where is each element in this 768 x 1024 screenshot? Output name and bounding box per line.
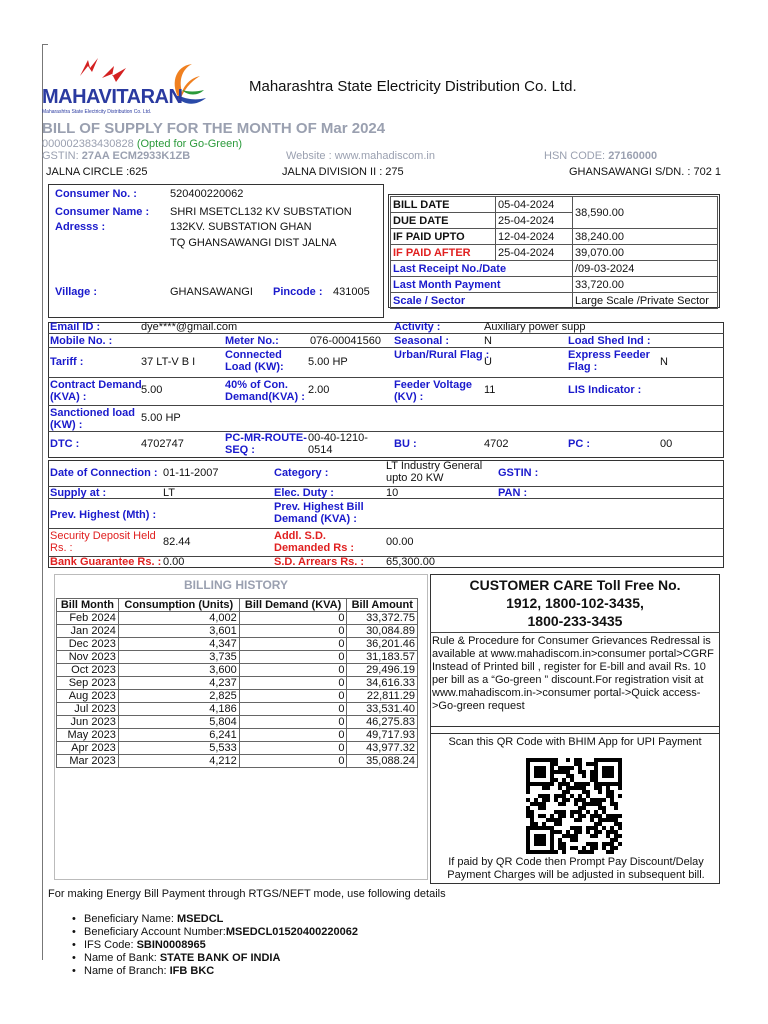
contract: 5.00 [141, 384, 163, 396]
activity: Auxiliary power supp [484, 321, 586, 333]
last-receipt-label: Last Receipt No./Date [391, 261, 573, 277]
scale-label: Scale / Sector [391, 293, 573, 309]
bill-amount: 29,496.19 [347, 664, 418, 677]
upi-qr-code[interactable] [526, 758, 622, 854]
seasonal: N [484, 335, 492, 347]
pan-label: PAN : [498, 487, 528, 499]
subdivision: GHANSAWANGI S/DN. : 702 1 [569, 166, 722, 178]
pincode-label: Pincode : [273, 286, 323, 298]
last-receipt: /09-03-2024 [573, 261, 718, 277]
last-payment: 33,720.00 [573, 277, 718, 293]
care-title-line1: CUSTOMER CARE Toll Free No. [469, 577, 681, 593]
consumer-name-label: Consumer Name : [55, 206, 150, 218]
consumption: 3,601 [118, 625, 239, 638]
mahavitaran-logo [42, 56, 212, 120]
paid-after-amount: 39,070.00 [573, 245, 718, 261]
logo-text: MAHAVITARAN [42, 86, 183, 108]
bill-amount: 43,977.32 [347, 742, 418, 755]
list-item [66, 926, 358, 939]
feeder: 11 [484, 384, 496, 396]
bill-month: May 2023 [57, 729, 119, 742]
consumption: 6,241 [118, 729, 239, 742]
consumption: 2,825 [118, 690, 239, 703]
express-label: Express Feeder Flag : [568, 349, 650, 373]
table-row [57, 703, 418, 716]
dtc: 4702747 [141, 438, 184, 450]
branch-name: IFB BKC [169, 965, 215, 977]
supply-label: Supply at : [50, 487, 107, 499]
bill-month: Dec 2023 [57, 638, 119, 651]
division: JALNA DIVISION II : 275 [282, 166, 404, 178]
address-line1: 132KV. SUBSTATION GHAN [170, 221, 312, 233]
consumption: 4,212 [118, 755, 239, 768]
bill-month: Feb 2024 [57, 612, 119, 625]
pct: 2.00 [308, 384, 330, 396]
table-row [57, 755, 418, 768]
feeder-label: Feeder Voltage (KV) : [394, 379, 473, 403]
list-item [66, 913, 358, 926]
bill-date: 05-04-2024 [496, 197, 573, 213]
item-label: Beneficiary Name: [84, 913, 177, 925]
bill-month: Nov 2023 [57, 651, 119, 664]
hsn-line [544, 150, 657, 162]
item-label: Beneficiary Account Number: [84, 926, 226, 938]
consumer-no: 520400220062 [170, 188, 244, 200]
express: N [660, 356, 668, 368]
col-bill-amount: Bill Amount [347, 599, 418, 612]
bill-amount: 31,183.57 [347, 651, 418, 664]
contract-label: Contract Demand (KVA) : [50, 379, 142, 403]
consumption: 5,533 [118, 742, 239, 755]
bu: 4702 [484, 438, 509, 450]
row-divider [48, 405, 724, 406]
qr-note: If paid by QR Code then Prompt Pay Discount/Delay Payment Charges will be adjusted in subsequent bill. [447, 856, 705, 881]
dtc-label: DTC : [50, 438, 80, 450]
bill-month: Apr 2023 [57, 742, 119, 755]
bill-amount: 38,590.00 [573, 197, 718, 229]
address-label: Adresss : [55, 221, 106, 233]
seasonal-label: Seasonal : [394, 335, 450, 347]
gstin-value: 27AA ECM2933K1ZB [81, 150, 191, 162]
table-row [57, 612, 418, 625]
activity-label: Activity : [394, 321, 441, 333]
sanction: 5.00 HP [141, 412, 181, 424]
bill-date-label: BILL DATE [391, 197, 496, 213]
lis-label: LIS Indicator : [568, 384, 642, 396]
bill-month: Oct 2023 [57, 664, 119, 677]
pcmr: 00-40-1210-0514 [308, 432, 368, 456]
care-divider [430, 632, 720, 633]
gstin-field-label: GSTIN : [498, 467, 539, 479]
pincode: 431005 [333, 286, 370, 298]
sd: 82.44 [163, 536, 191, 548]
duty-label: Elec. Duty : [274, 487, 334, 499]
customer-care-title [430, 576, 720, 630]
village-label: Village : [55, 286, 97, 298]
table-row [57, 638, 418, 651]
bill-month: Sep 2023 [57, 677, 119, 690]
table-row [57, 677, 418, 690]
prev-bill-label: Prev. Highest Bill Demand (KVA) : [274, 501, 364, 525]
due-date: 25-04-2024 [496, 213, 573, 229]
pct-label: 40% of Con. Demand(KVA) : [225, 379, 305, 403]
list-item [66, 939, 358, 952]
table-row [57, 690, 418, 703]
paid-upto-date: 12-04-2024 [496, 229, 573, 245]
bill-demand: 0 [239, 651, 347, 664]
bg: 0.00 [163, 556, 185, 568]
item-label: IFS Code: [84, 939, 137, 951]
care-title-line2: 1912, 1800-102-3435, [506, 595, 644, 611]
bill-month: Jun 2023 [57, 716, 119, 729]
bg-label: Bank Guarantee Rs. : [50, 556, 162, 568]
bill-demand: 0 [239, 690, 347, 703]
tariff: 37 LT-V B I [141, 356, 196, 368]
consumer-no-label: Consumer No. : [55, 188, 137, 200]
pc-label: PC : [568, 438, 590, 450]
pc: 00 [660, 438, 673, 450]
payment-intro: For making Energy Bill Payment through RTGS/NEFT mode, use following details [48, 888, 446, 900]
urban: U [484, 356, 492, 368]
paid-upto-amount: 38,240.00 [573, 229, 718, 245]
bill-amount: 30,084.89 [347, 625, 418, 638]
bill-amount: 33,531.40 [347, 703, 418, 716]
bill-demand: 0 [239, 755, 347, 768]
connload-label: Connected Load (KW): [225, 349, 284, 373]
bu-label: BU : [394, 438, 417, 450]
list-item [66, 952, 358, 965]
qr-code-icon [526, 758, 622, 854]
paid-upto-label: IF PAID UPTO [391, 229, 496, 245]
bill-demand: 0 [239, 729, 347, 742]
history-header-row [57, 599, 418, 612]
col-consumption: Consumption (Units) [118, 599, 239, 612]
bill-demand: 0 [239, 612, 347, 625]
bill-demand: 0 [239, 703, 347, 716]
bill-amount: 46,275.83 [347, 716, 418, 729]
care-title-line3: 1800-233-3435 [527, 613, 623, 629]
circle: JALNA CIRCLE :625 [46, 166, 148, 178]
village: GHANSAWANGI [170, 286, 253, 298]
sd-label: Security Deposit Held Rs. : [50, 530, 156, 554]
scale: Large Scale /Private Sector [573, 293, 718, 309]
consumption: 4,186 [118, 703, 239, 716]
gstin-label: GSTIN: [42, 150, 79, 162]
loadshed-label: Load Shed Ind : [568, 335, 651, 347]
company-name: Maharashtra State Electricity Distribution Co. Ltd. [249, 78, 577, 95]
hsn-label: HSN CODE: [544, 150, 606, 162]
qr-title: Scan this QR Code with BHIM App for UPI Payment [448, 736, 702, 748]
bill-demand: 0 [239, 742, 347, 755]
paid-after-label: IF PAID AFTER [391, 245, 496, 261]
dates-table [390, 196, 718, 309]
consumption: 4,347 [118, 638, 239, 651]
row-divider [48, 333, 724, 334]
care-text: Rule & Procedure for Consumer Grievances Redressal is available at www.mahadiscom.in>consumer portal>CGRF Instead of Printed bill , register for E-bill and avail Rs. 10 per bill as a “Go-green ” discount.For registration visit at www.mahadiscom.in->consumer portal->Quick access->Go-green request [432, 635, 714, 712]
bill-demand: 0 [239, 716, 347, 729]
page-left-border [42, 44, 43, 960]
urban-label: Urban/Rural Flag : [394, 349, 490, 361]
bank-name: STATE BANK OF INDIA [159, 952, 281, 964]
col-bill-month: Bill Month [57, 599, 119, 612]
bill-month: Jan 2024 [57, 625, 119, 638]
category-label: Category : [274, 467, 329, 479]
beneficiary-name: MSEDCL [176, 913, 224, 925]
bill-number-line [42, 138, 242, 150]
consumption: 4,237 [118, 677, 239, 690]
row-divider [48, 528, 724, 529]
prev-high-label: Prev. Highest (Mth) : [50, 509, 157, 521]
paid-after-date: 25-04-2024 [496, 245, 573, 261]
hsn-value: 27160000 [608, 150, 658, 162]
last-payment-label: Last Month Payment [391, 277, 573, 293]
consumption: 3,735 [118, 651, 239, 664]
pcmr-label: PC-MR-ROUTE-SEQ : [225, 432, 307, 456]
billing-history-title: BILLING HISTORY [184, 578, 289, 592]
mobile-label: Mobile No. : [50, 335, 113, 347]
due-date-label: DUE DATE [391, 213, 496, 229]
arrears: 65,300.00 [386, 556, 435, 568]
table-row [57, 729, 418, 742]
bill-month: Jul 2023 [57, 703, 119, 716]
arrears-label: S.D. Arrears Rs. : [274, 556, 365, 568]
conn-date-label: Date of Connection : [50, 467, 158, 479]
conn-date: 01-11-2007 [163, 467, 219, 479]
consumer-name: SHRI MSETCL132 KV SUBSTATION [170, 206, 352, 218]
supply: LT [163, 487, 176, 499]
gstin-line [42, 150, 190, 162]
account-number: MSEDCL01520400220062 [225, 926, 358, 938]
row-divider [48, 431, 724, 432]
bill-demand: 0 [239, 638, 347, 651]
consumption: 3,600 [118, 664, 239, 677]
row-divider [48, 377, 724, 378]
payment-details-list [66, 913, 358, 978]
table-row [57, 664, 418, 677]
website-link[interactable]: Website : www.mahadiscom.in [286, 150, 435, 162]
bill-amount: 49,717.93 [347, 729, 418, 742]
bill-demand: 0 [239, 664, 347, 677]
table-row [57, 651, 418, 664]
tariff-label: Tariff : [50, 356, 84, 368]
bill-demand: 0 [239, 625, 347, 638]
item-label: Name of Bank: [84, 952, 160, 964]
addl-label: Addl. S.D. Demanded Rs : [274, 530, 355, 554]
bill-amount: 34,616.33 [347, 677, 418, 690]
bill-title: BILL OF SUPPLY FOR THE MONTH OF Mar 2024 [42, 120, 386, 137]
bill-month: Mar 2023 [57, 755, 119, 768]
connload: 5.00 HP [308, 356, 348, 368]
consumption: 5,804 [118, 716, 239, 729]
address-line2: TQ GHANSAWANGI DIST JALNA [170, 237, 337, 249]
bill-demand: 0 [239, 677, 347, 690]
meter-no: 076-00041560 [310, 335, 381, 347]
meter-label: Meter No.: [225, 335, 279, 347]
addl: 00.00 [386, 536, 414, 548]
ifs-code: SBIN0008965 [136, 939, 206, 951]
sanction-label: Sanctioned load (KW) : [50, 407, 135, 431]
bill-amount: 36,201.46 [347, 638, 418, 651]
consumption: 4,002 [118, 612, 239, 625]
bill-amount: 35,088.24 [347, 755, 418, 768]
bill-amount: 22,811.29 [347, 690, 418, 703]
billing-history-table [56, 598, 418, 768]
bill-amount: 33,372.75 [347, 612, 418, 625]
go-green-note: (Opted for Go-Green) [136, 138, 242, 150]
email: dye****@gmail.com [141, 321, 238, 333]
row-divider [48, 347, 724, 348]
list-item [66, 965, 358, 978]
logo-subtext: Maharashtra State Electricity Distribution Co. Ltd. [42, 109, 152, 115]
page-top-corner [42, 44, 48, 45]
item-label: Name of Branch: [84, 965, 170, 977]
bill-month: Aug 2023 [57, 690, 119, 703]
table-row [57, 742, 418, 755]
bill-number: 000002383430828 [42, 138, 134, 150]
col-bill-demand: Bill Demand (KVA) [239, 599, 347, 612]
table-row [57, 716, 418, 729]
category: LT Industry General upto 20 KW [386, 460, 483, 484]
table-row [57, 625, 418, 638]
duty: 10 [386, 487, 399, 499]
email-label: Email ID : [50, 321, 101, 333]
